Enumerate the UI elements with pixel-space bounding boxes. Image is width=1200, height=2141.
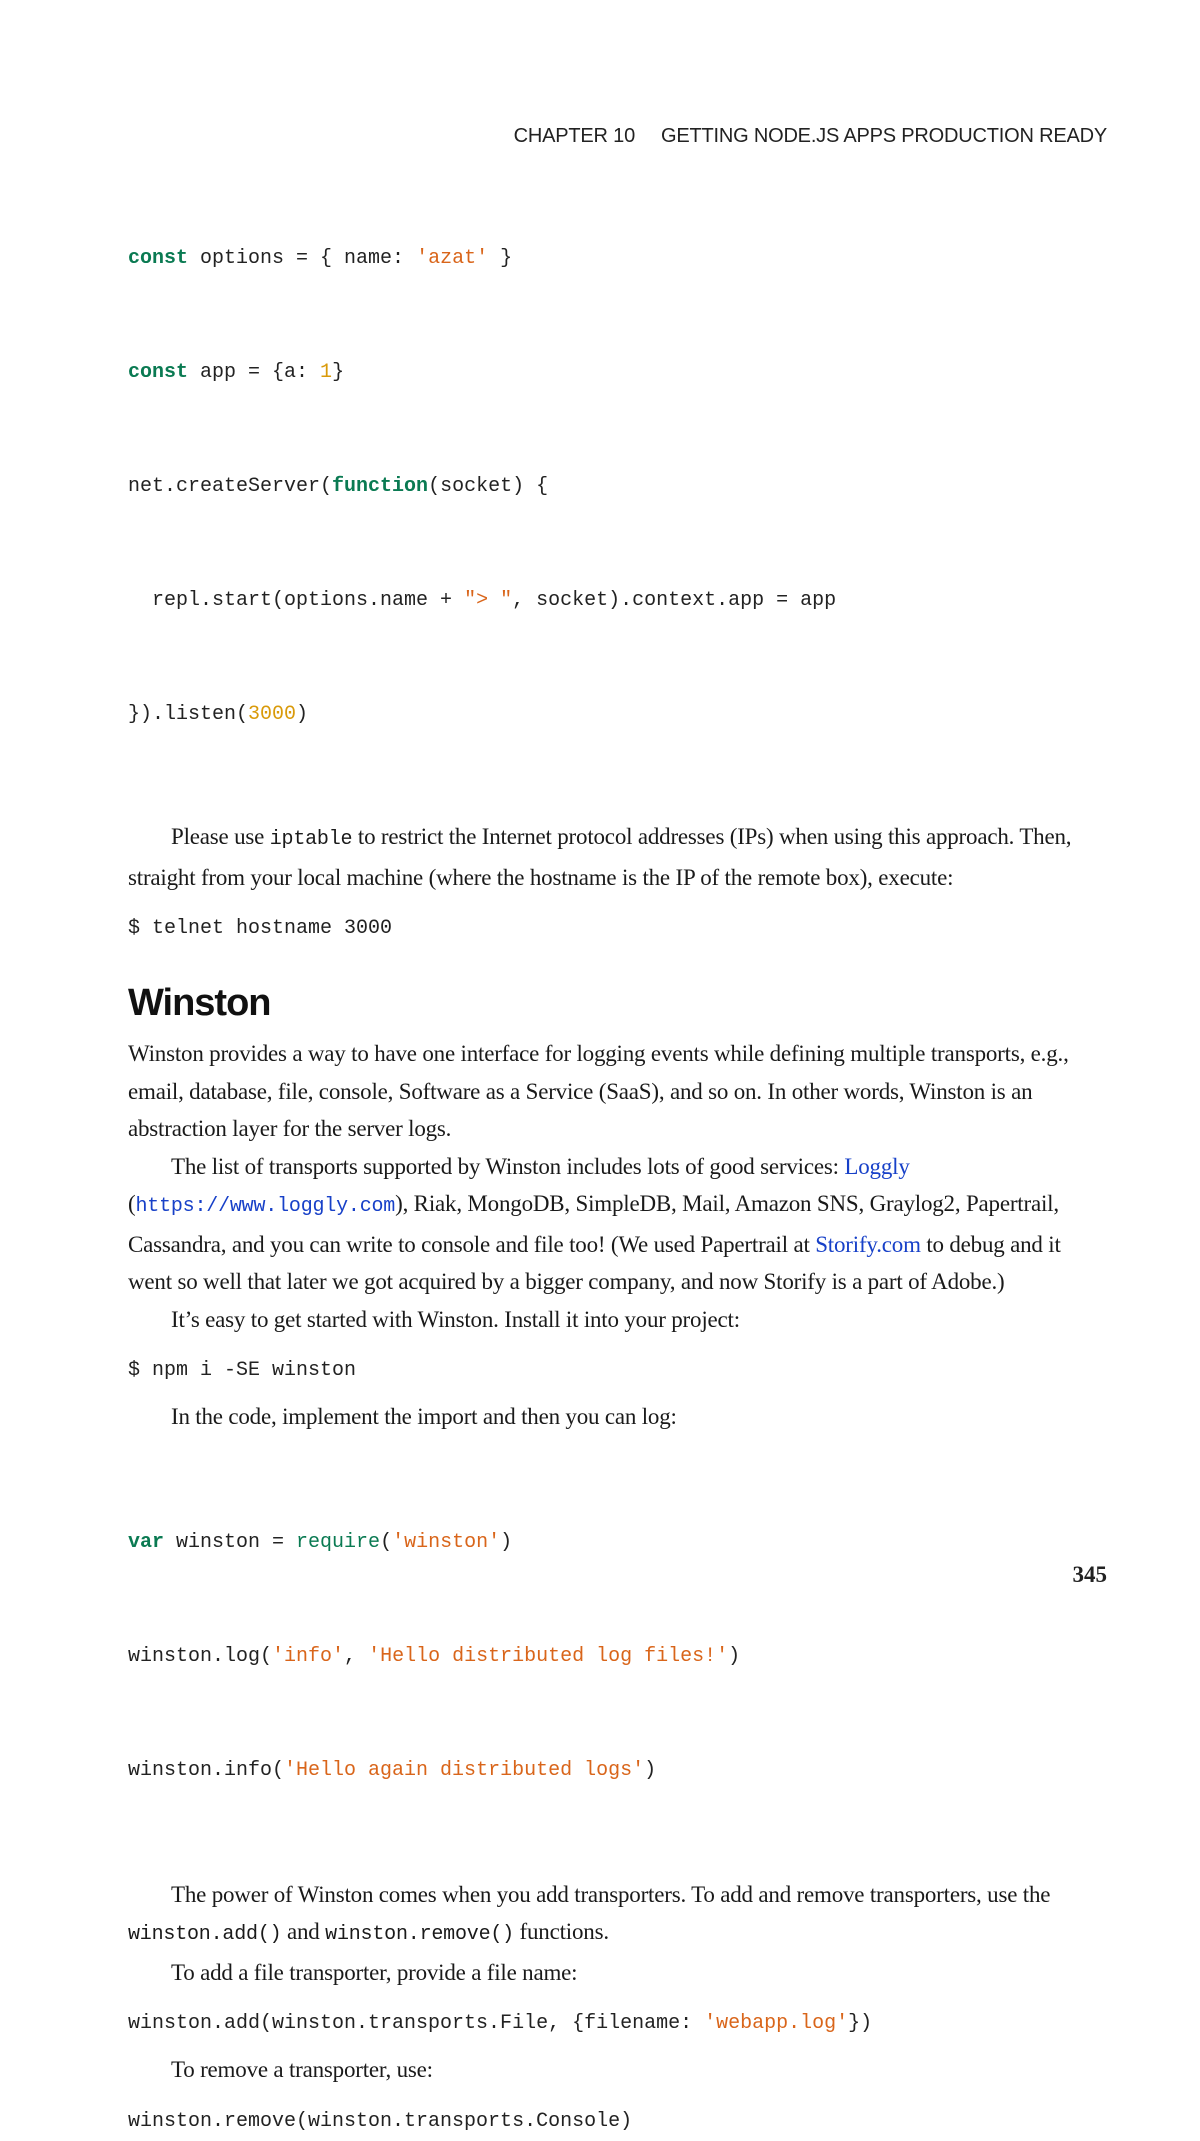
paragraph-import: In the code, implement the import and then you can log: xyxy=(171,1404,677,1429)
paragraph-add-file: To add a file transporter, provide a file name: xyxy=(171,1959,578,1985)
code-block-repl xyxy=(128,164,1108,810)
command-npm-install: $ npm i -SE winston xyxy=(128,1359,357,1382)
loggly-link[interactable]: Loggly xyxy=(844,1153,910,1179)
paragraph-getting-started: It’s easy to get started with Winston. Install it into your project: xyxy=(171,1306,740,1332)
loggly-url-link[interactable]: https://www.loggly.com xyxy=(135,1195,396,1218)
code-line: net.createServer(function(socket) { xyxy=(128,475,549,498)
code-block-winston-log xyxy=(128,1448,1108,1866)
code-line: winston.log('info', 'Hello distributed log files!') xyxy=(128,1644,741,1668)
chapter-label: CHAPTER 10 xyxy=(513,125,635,147)
paragraph-winston-intro: Winston provides a way to have one interface for logging events while defining multiple transports, e.g., email, database, file, console, Software as a Service (SaaS), and so on. In other words, Winston is an abstraction layer for the server logs. xyxy=(128,1041,1069,1141)
page-content xyxy=(128,178,1108,2141)
chapter-title: GETTING NODE.JS APPS PRODUCTION READY xyxy=(661,125,1107,147)
code-line: }).listen(3000) xyxy=(128,703,309,726)
paragraph-transporters: The power of Winston comes when you add transporters. To add and remove transporters, use the winston.add() and winston.remove() functions. xyxy=(128,1881,1051,1946)
code-add-file-transport: winston.add(winston.transports.File, {filename: 'webapp.log'}) xyxy=(128,2012,873,2035)
paragraph-remove: To remove a transporter, use: xyxy=(171,2057,433,2082)
running-header xyxy=(514,125,1107,148)
paragraph-iptable: Please use iptable to restrict the Internet protocol addresses (IPs) when using this approach. Then, straight from your local machine (where the hostname is the IP of the remote box), execute: xyxy=(128,824,1072,890)
storify-link[interactable]: Storify.com xyxy=(815,1231,921,1257)
code-line: winston.info('Hello again distributed logs') xyxy=(128,1758,657,1782)
code-line: const options = { name: 'azat' } xyxy=(128,247,513,270)
paragraph-transports: The list of transports supported by Winston includes lots of good services: Loggly (https://www.loggly.com), Riak, MongoDB, SimpleDB, Mail, Amazon SNS, Graylog2, Papertrail, Cassandra, and you can write to console and file too! (We used Papertrail at Storify.com to debug and it went so well that later we got acquired by a bigger company, and now Storify is a part of Adobe.) xyxy=(128,1153,1061,1294)
code-remove-transport: winston.remove(winston.transports.Console) xyxy=(128,2109,633,2133)
section-title: Winston xyxy=(128,982,271,1024)
code-line: repl.start(options.name + "> ", socket).context.app = app xyxy=(128,589,837,612)
code-line: const app = {a: 1} xyxy=(128,361,345,384)
page-number: 345 xyxy=(1072,1562,1107,1587)
code-line: var winston = require('winston') xyxy=(128,1530,513,1554)
command-telnet: $ telnet hostname 3000 xyxy=(128,917,393,940)
